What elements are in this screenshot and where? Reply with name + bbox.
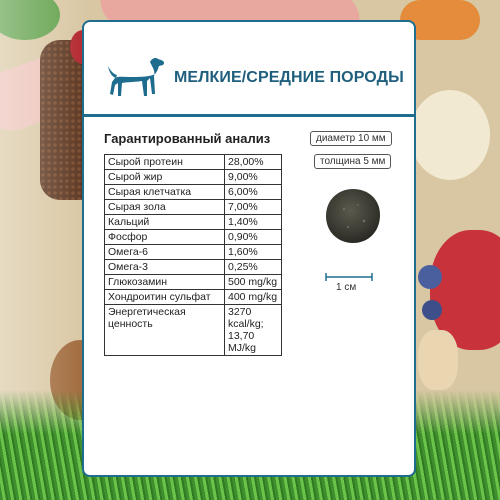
page-title: МЕЛКИЕ/СРЕДНИЕ ПОРОДЫ [174,69,404,86]
nutrient-name: Хондроитин сульфат [105,290,225,305]
analysis-title: Гарантированный анализ [104,131,271,146]
thickness-label: толщина 5 мм [314,154,391,169]
nutrient-name: Фосфор [105,230,225,245]
nutrient-value: 0,90% [225,230,282,245]
nutrient-name: Кальций [105,215,225,230]
nutrient-name: Сырая зола [105,200,225,215]
nutrient-value: 1,40% [225,215,282,230]
scale-label: 1 см [336,282,357,293]
table-row [105,170,282,185]
nutrient-value: 9,00% [225,170,282,185]
nutrient-name: Омега-3 [105,260,225,275]
analysis-table [104,154,282,356]
nutrient-value: 1,60% [225,245,282,260]
nutrient-value: 6,00% [225,185,282,200]
nutrient-name: Сырой протеин [105,155,225,170]
table-row [105,230,282,245]
dog-silhouette-icon [106,56,166,100]
table-row [105,185,282,200]
table-row [105,215,282,230]
nutrient-value: 0,25% [225,260,282,275]
nutrient-value: 400 mg/kg [225,290,282,305]
nutrient-value: 28,00% [225,155,282,170]
kibble-image [324,187,382,245]
nutrient-name: Сырой жир [105,170,225,185]
table-row [105,290,282,305]
table-row [105,260,282,275]
nutrient-name: Сырая клетчатка [105,185,225,200]
nutrient-value: 7,00% [225,200,282,215]
header-divider [84,114,414,117]
nutrient-value: 500 mg/kg [225,275,282,290]
diameter-label: диаметр 10 мм [310,131,392,146]
table-row [105,200,282,215]
table-row [105,275,282,290]
info-card [82,20,416,477]
table-row [105,155,282,170]
nutrient-name: Энергетическая ценность [105,305,225,356]
table-row [105,305,282,356]
nutrient-name: Омега-6 [105,245,225,260]
table-row [105,245,282,260]
scale-bar [325,272,373,282]
card-header [84,22,414,114]
nutrient-name: Глюкозамин [105,275,225,290]
nutrient-value: 3270 kcal/kg; 13,70 MJ/kg [225,305,282,356]
